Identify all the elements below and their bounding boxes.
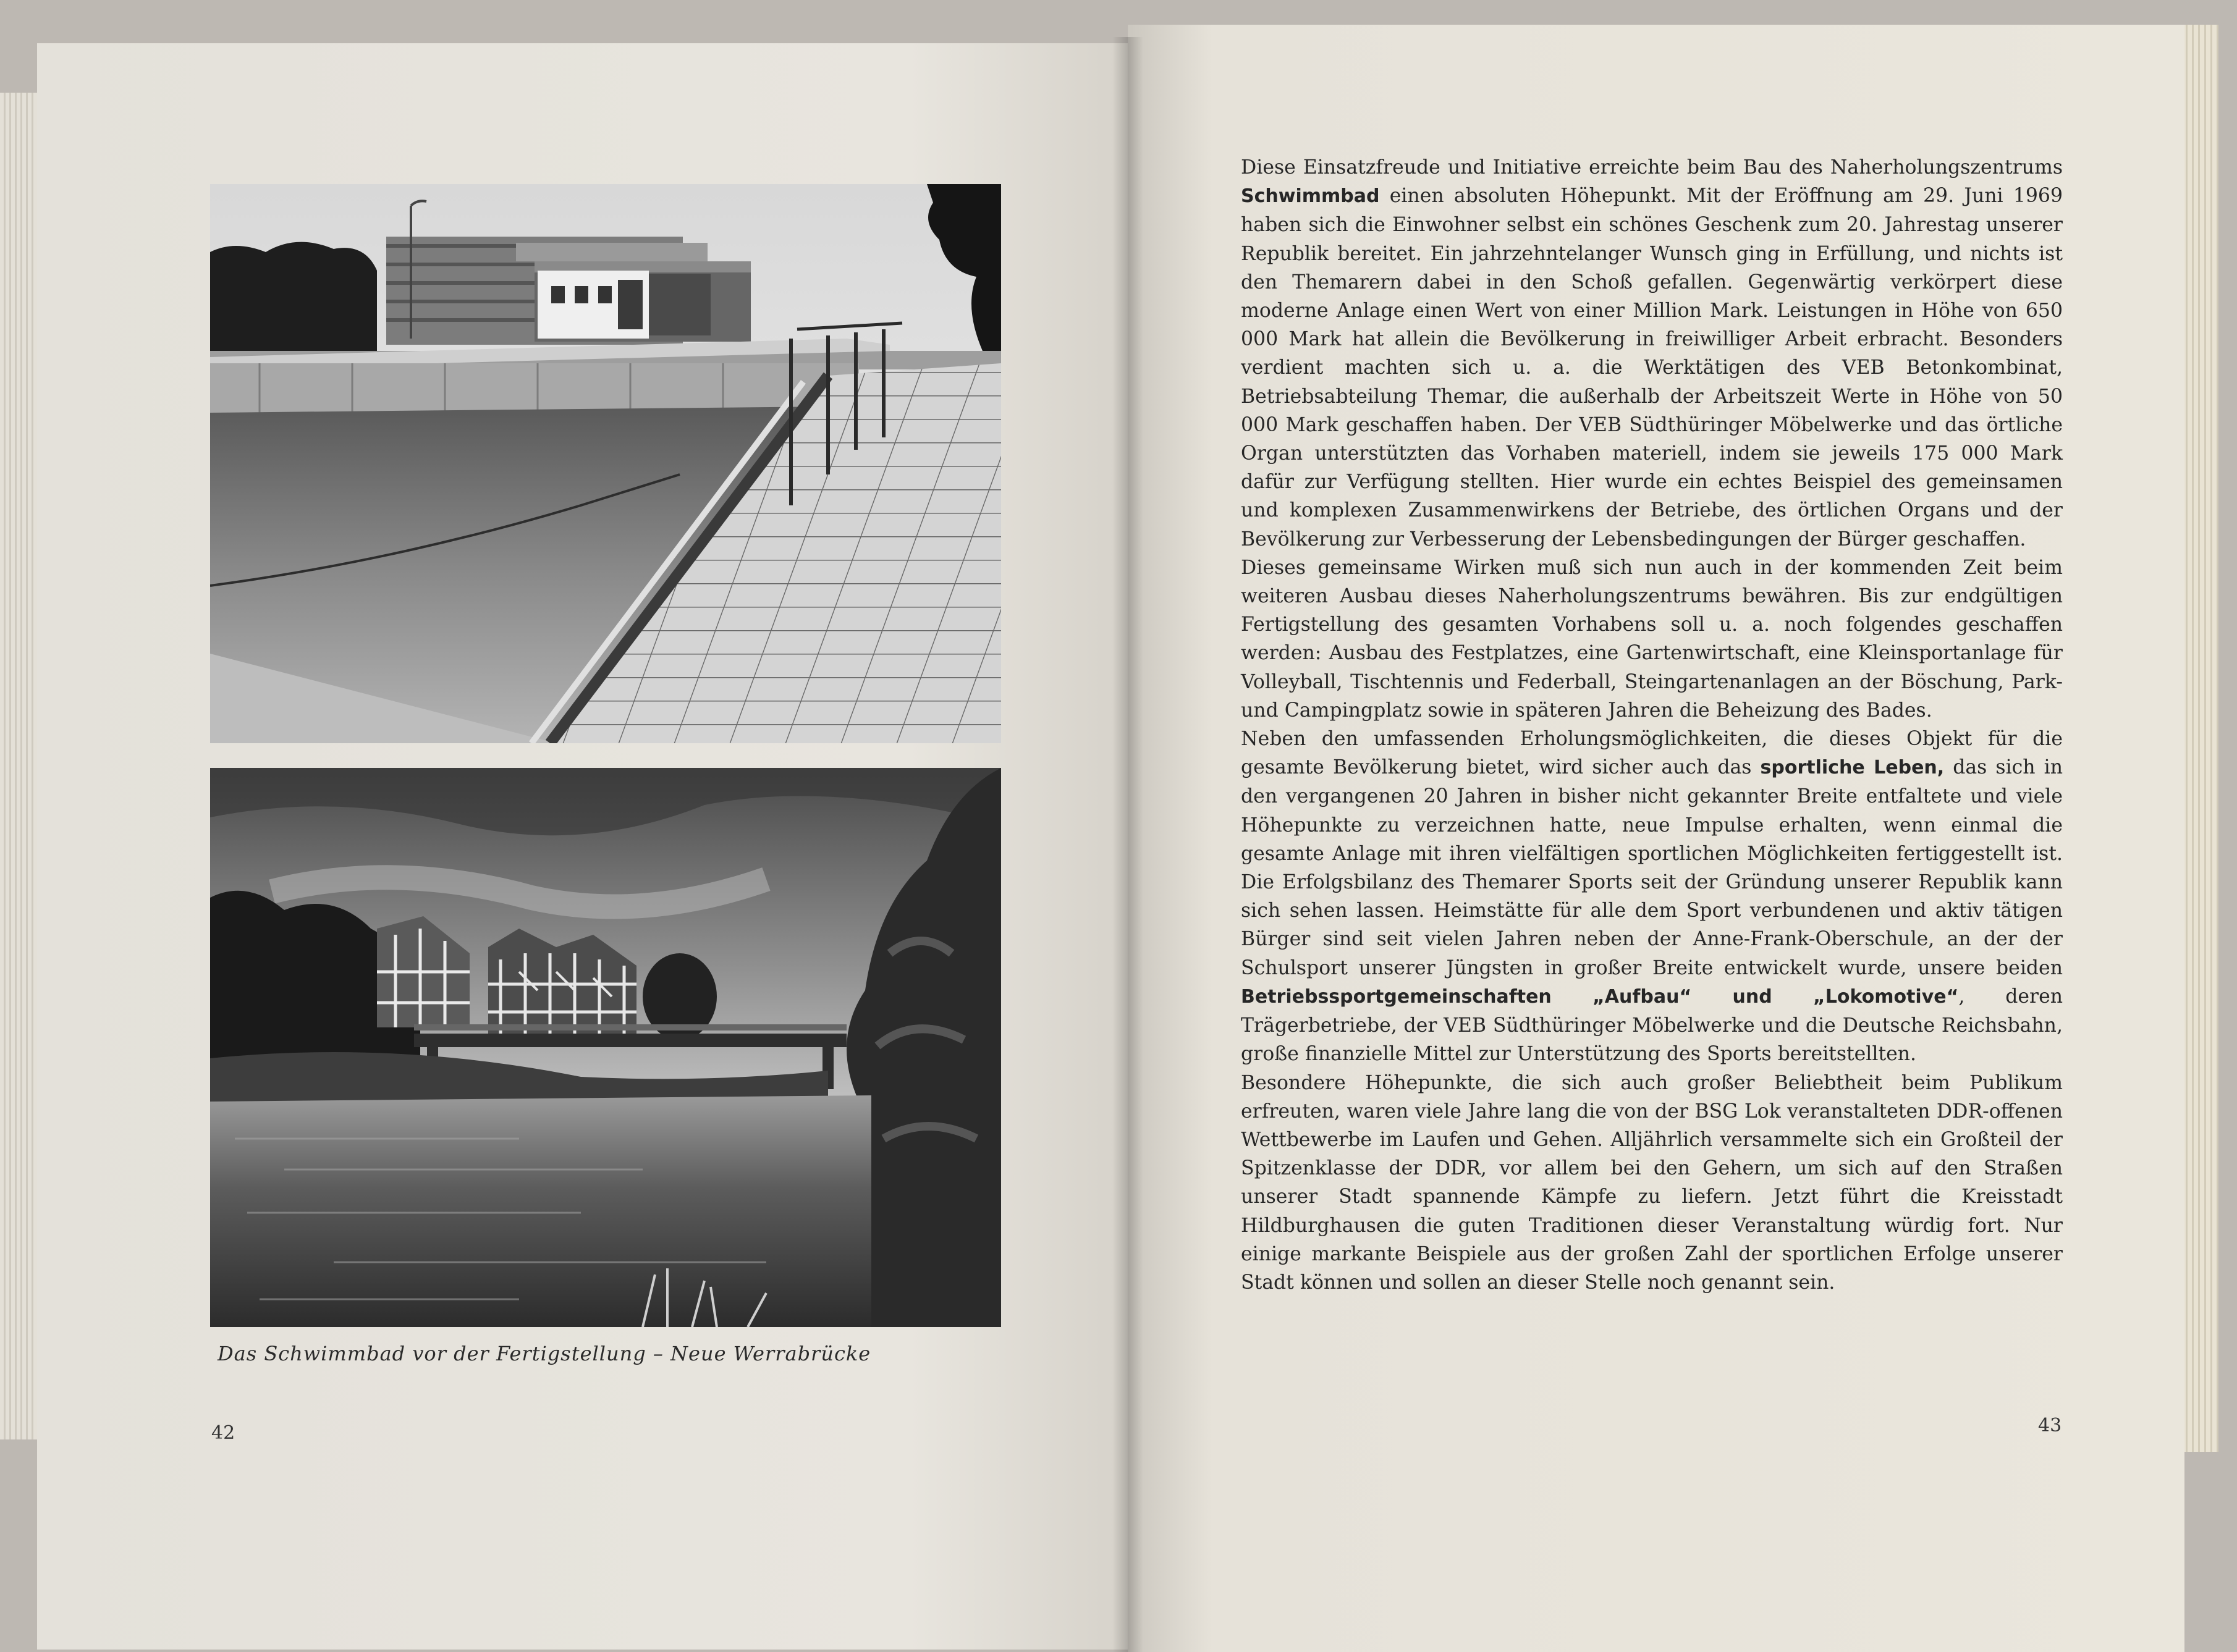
photo-werra-bridge: [210, 768, 1001, 1327]
photo-swimming-pool: [210, 184, 1001, 743]
text-span: einen absoluten Höhepunkt. Mit der Eröffnung am 29. Juni 1969 haben sich die Einwohner selbst ein schönes Geschenk zum 20. Jahrestag unserer Republik bereitet. Ein jahrzehntelanger Wunsch ging in Erfüllung, und nichts ist den Themarern dabei in den Schoß gefallen. Gegenwärtig verkörpert diese moderne Anlage einen Wert von einer Million Mark. Leistungen in Höhe von 650 000 Mark hat allein die Bevölkerung in freiwilliger Arbeit erbracht. Besonders verdient machten sich u. a. die Werktätigen des VEB Betonkombinat, Betriebsabteilung Themar, die außerhalb der Arbeitszeit Werte in Höhe von 50 000 Mark geschaffen haben. Der VEB Südthüringer Möbelwerke und das örtliche Organ unterstützten das Vorhaben materiell, indem sie jeweils 175 000 Mark dafür zur Verfügung stellten. Hier wurde ein echtes Beispiel des gemeinsamen und komplexen Zusammenwirkens der Betriebe, des örtlichen Organs und der Bevölkerung zur Verbesserung der Lebensbedingungen der Bürger geschaffen.: [1241, 185, 2063, 550]
werra-bridge-illustration: [210, 768, 1001, 1327]
text-span: , deren Trägerbetriebe, der VEB Südthüringer Möbelwerke und die Deutsche Reichsbahn, große finanzielle Mittel zur Unterstützung des Sports bereitstellten.: [1241, 985, 2063, 1066]
text-span: Besondere Höhepunkte, die sich auch großer Beliebtheit beim Publikum erfreuten, waren viele Jahre lang die von der BSG Lok veranstalteten DDR-offenen Wettbewerbe im Laufen und Gehen. Alljährlich versammelte sich ein Großteil der Spitzenklasse der DDR, vor allem bei den Gehern, um sich auf den Straßen unserer Stadt spannende Kämpfe zu liefern. Jetzt führt die Kreisstadt Hildburghausen die guten Traditionen dieser Veranstaltung würdig fort. Nur einige markante Beispiele aus der großen Zahl der sportlichen Erfolge unserer Stadt können und sollen an dieser Stelle noch genannt sein.: [1241, 1071, 2063, 1294]
bold-text-span: Schwimmbad: [1241, 185, 1380, 208]
photo-caption: Das Schwimmbad vor der Fertigstellung – Neue Werrabrücke: [218, 1342, 871, 1365]
swimming-pool-illustration: [210, 184, 1001, 743]
text-span: das sich in den vergangenen 20 Jahren in bisher nicht gekannter Breite entfaltete und viele Höhepunkte zu verzeichnen hatte, neue Impulse erhalten, wenn einmal die gesamte Anlage mit ihren vielfältigen sportlichen Möglichkeiten fertiggestellt ist. Die Erfolgsbilanz des Themarer Sports seit der Gründung unserer Republik kann sich sehen lassen. Heimstätte für alle dem Sport verbundenen und aktiv tätigen Bürger sind seit vielen Jahren neben der Anne-Frank-Oberschule, an der der Schulsport unserer Jüngsten in großer Breite entwickelt wurde, unsere beiden: [1241, 756, 2063, 979]
paragraph: [1241, 725, 2063, 1068]
body-text: [1241, 153, 2063, 1297]
right-page-stack-edge: [2181, 25, 2218, 1452]
bold-text-span: Betriebssportgemeinschaften „Aufbau“ und „Lokomotive“: [1241, 985, 1959, 1008]
book-gutter: [1112, 37, 1143, 1652]
paragraph: [1241, 153, 2063, 554]
bold-text-span: sportliche Leben,: [1760, 757, 1945, 779]
text-span: Diese Einsatzfreude und Initiative erreichte beim Bau des Naherholungszentrums: [1241, 156, 2063, 179]
page-number-right: 43: [2038, 1415, 2062, 1436]
text-span: Dieses gemeinsame Wirken muß sich nun auch in der kommenden Zeit beim weiteren Ausbau dieses Naherholungszentrums bewähren. Bis zur endgültigen Fertigstellung des gesamten Vorhabens soll u. a. noch folgendes geschaffen werden: Ausbau des Festplatzes, eine Gartenwirtschaft, eine Kleinsportanlage für Volleyball, Tischtennis und Federball, Steingartenanlagen an der Böschung, Park- und Campingplatz sowie in späteren Jahren die Beheizung des Bades.: [1241, 556, 2063, 722]
page-number-left: 42: [211, 1422, 235, 1444]
paragraph: [1241, 554, 2063, 725]
left-page-stack-edge: [0, 93, 37, 1439]
paragraph: [1241, 1069, 2063, 1297]
text-span: Neben den umfassenden Erholungsmöglichkeiten, die dieses Objekt für die gesamte Bevölkerung bietet, wird sicher auch das: [1241, 728, 2063, 779]
